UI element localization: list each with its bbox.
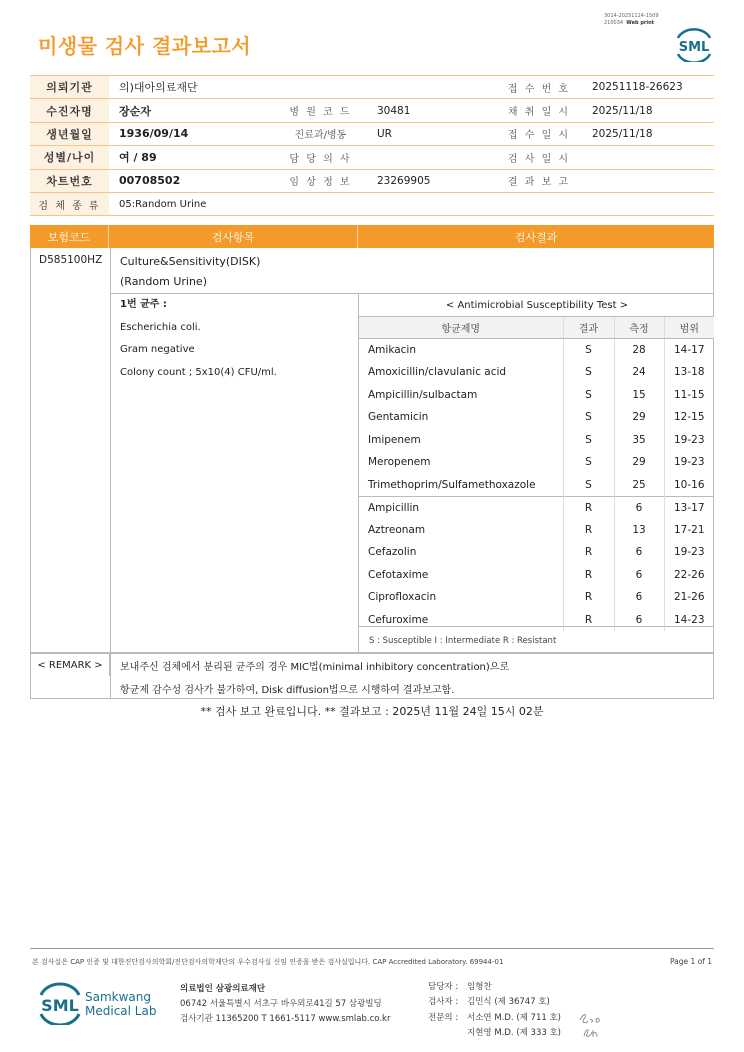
antibiotic-name: Imipenem xyxy=(368,433,421,446)
specimen-label: 검 체 종 류 xyxy=(30,192,109,215)
ast-row xyxy=(359,541,714,564)
ast-measure: 6 xyxy=(614,541,664,564)
lab-contact: 검사기관 11365200 T 1661-5117 www.smlab.co.kr xyxy=(180,1014,391,1024)
info-label: 생년월일 xyxy=(30,122,109,145)
lab-info xyxy=(180,982,390,1027)
info-label: 의뢰기관 xyxy=(30,76,109,99)
ast-measure: 28 xyxy=(614,339,664,362)
info-row xyxy=(30,146,714,169)
info-label: 성별/나이 xyxy=(30,146,109,169)
antibiotic-name: Cefazolin xyxy=(368,546,417,559)
ast-row xyxy=(359,474,714,497)
ast-range: 21-26 xyxy=(664,586,714,609)
ast-result: R xyxy=(563,564,614,587)
print-meta-code: 210034 xyxy=(604,20,624,26)
staff-name: 지현영 M.D. (제 333 호) xyxy=(467,1027,562,1038)
info-label: 결 과 보 고 xyxy=(500,169,578,192)
ast-range: 12-15 xyxy=(664,406,714,429)
organism-info xyxy=(120,294,277,384)
divider xyxy=(359,626,714,627)
ast-range: 13-17 xyxy=(664,496,714,519)
ast-result: R xyxy=(563,586,614,609)
ast-row xyxy=(359,609,714,632)
staff-name: 임형찬 xyxy=(467,982,492,992)
ast-range: 11-15 xyxy=(664,384,714,407)
ast-measure: 6 xyxy=(614,609,664,632)
specimen-value: 05:Random Urine xyxy=(109,192,714,215)
print-meta-web: Web print xyxy=(626,20,655,26)
staff-role: 전문의 : xyxy=(428,1012,459,1023)
page-title: 미생물 검사 결과보고서 xyxy=(38,34,252,58)
info-value: 00708502 xyxy=(109,169,282,192)
staff-role xyxy=(428,1026,467,1041)
ast-result: R xyxy=(563,496,614,519)
staff-role: 담당자 : xyxy=(428,982,459,992)
info-label xyxy=(282,76,359,99)
antibiotic-name: Ciprofloxacin xyxy=(368,591,437,604)
signature xyxy=(576,1010,610,1040)
sml-logo-text: SML xyxy=(41,996,79,1015)
organism-line: Colony count ; 5x10(4) CFU/ml. xyxy=(120,366,277,378)
antibiotic-name: Amikacin xyxy=(368,344,417,356)
test-name-line2: (Random Urine) xyxy=(120,275,207,288)
ast-title: < Antimicrobial Susceptibility Test > xyxy=(445,299,629,311)
info-value: 장순자 xyxy=(109,99,282,122)
remark-label: < REMARK > xyxy=(31,654,110,676)
ast-measure: 35 xyxy=(614,429,664,452)
info-value xyxy=(578,146,714,169)
ast-measure: 25 xyxy=(614,474,664,497)
ast-header-antibiotic: 항균제명 xyxy=(359,317,563,339)
ast-range: 19-23 xyxy=(664,451,714,474)
divider xyxy=(110,654,111,698)
col-insurance-code: 보험코드 xyxy=(30,225,109,248)
antibiotic-name: Trimethoprim/Sulfamethoxazole xyxy=(368,478,536,491)
ast-row xyxy=(359,586,714,609)
antibiotic-name: Aztreonam xyxy=(368,523,426,536)
info-label: 접 수 일 시 xyxy=(500,122,578,145)
info-value: 23269905 xyxy=(359,169,500,192)
organism-line: Escherichia coli. xyxy=(120,321,201,333)
ast-measure: 29 xyxy=(614,451,664,474)
sml-logo xyxy=(674,26,714,62)
divider xyxy=(110,248,111,653)
ast-row xyxy=(359,496,714,519)
remark-box xyxy=(30,653,714,699)
col-test-result: 검사결과 xyxy=(514,230,558,244)
print-meta-id: 3014-20251124-1509 xyxy=(604,13,659,19)
insurance-code: D585100HZ xyxy=(39,254,103,266)
info-label: 수진자명 xyxy=(30,99,109,122)
remark-line: 보내주신 검체에서 분리된 균주의 경우 MIC법(minimal inhibitory concentration)으로 xyxy=(120,662,510,673)
info-value: 의)대아의료재단 xyxy=(109,76,282,99)
info-label: 검 사 일 시 xyxy=(500,146,578,169)
info-value xyxy=(359,146,500,169)
lab-name: 의료법인 삼광의료재단 xyxy=(180,984,266,994)
info-value: 2025/11/18 xyxy=(578,122,714,145)
results-header xyxy=(30,225,714,248)
brand-line: Samkwang xyxy=(85,990,151,1004)
ast-header-result: 결과 xyxy=(563,317,614,339)
ast-result: S xyxy=(563,361,614,384)
staff-name: 서소연 M.D. (제 711 호) xyxy=(467,1012,562,1023)
info-value: 여 / 89 xyxy=(109,146,282,169)
brand-name xyxy=(85,990,156,1018)
results-body xyxy=(30,248,714,653)
info-row xyxy=(30,99,714,122)
ast-result: S xyxy=(563,474,614,497)
ast-result: S xyxy=(563,451,614,474)
ast-legend: S : Susceptible I : Intermediate R : Resistant xyxy=(369,636,557,646)
remark-line: 항균제 감수성 검사가 불가하여, Disk diffusion법으로 시행하여 결과보고함. xyxy=(120,685,455,696)
ast-range: 17-21 xyxy=(664,519,714,542)
info-value: 30481 xyxy=(359,99,500,122)
ast-result: R xyxy=(563,519,614,542)
staff-row xyxy=(428,980,561,995)
test-name-line1: Culture&Sensitivity(DISK) xyxy=(120,255,261,268)
ast-range: 13-18 xyxy=(664,361,714,384)
sml-logo xyxy=(36,980,84,1025)
ast-range: 10-16 xyxy=(664,474,714,497)
ast-header-range: 범위 xyxy=(664,317,714,339)
info-value: 2025/11/18 xyxy=(578,99,714,122)
ast-range: 14-23 xyxy=(664,609,714,632)
ast-measure: 24 xyxy=(614,361,664,384)
antibiotic-name: Cefotaxime xyxy=(368,568,429,581)
info-value: UR xyxy=(359,122,500,145)
staff-list xyxy=(428,980,561,1041)
ast-measure: 6 xyxy=(614,564,664,587)
info-label: 진료과/병동 xyxy=(282,122,359,145)
footer-divider xyxy=(30,948,714,949)
antibiotic-name: Cefuroxime xyxy=(368,613,429,626)
staff-role: 검사자 : xyxy=(428,997,459,1008)
antibiotic-name: Amoxicillin/clavulanic acid xyxy=(368,366,507,379)
antibiotic-name: Ampicillin/sulbactam xyxy=(368,388,478,401)
ast-row xyxy=(359,429,714,452)
info-value: 20251118-26623 xyxy=(578,76,714,99)
ast-row xyxy=(359,406,714,429)
brand-line: Medical Lab xyxy=(85,1004,157,1018)
staff-name: 김민식 (제 36747 호) xyxy=(467,997,550,1008)
ast-range: 19-23 xyxy=(664,429,714,452)
info-value xyxy=(359,76,500,99)
ast-header-measure: 측정 xyxy=(614,317,664,339)
ast-measure: 13 xyxy=(614,519,664,542)
col-test-item: 검사항목 xyxy=(109,225,358,248)
ast-row xyxy=(359,451,714,474)
antibiotic-name: Meropenem xyxy=(368,456,431,469)
ast-result: R xyxy=(563,609,614,632)
ast-measure: 6 xyxy=(614,496,664,519)
ast-row xyxy=(359,519,714,542)
info-row xyxy=(30,76,714,99)
lab-address: 06742 서울특별시 서초구 바우뫼로41길 57 삼광빌딩 xyxy=(180,999,382,1009)
ast-result: S xyxy=(563,384,614,407)
staff-row xyxy=(428,1011,561,1026)
accreditation-note: 본 검사실은 CAP 인증 및 대한진단검사의학회/진단검사의학재단의 우수검사실 신임 인증을 받은 검사실입니다. CAP Accredited Laboratory. 69944-01 xyxy=(32,958,504,966)
info-label: 담 당 의 사 xyxy=(282,146,359,169)
ast-row xyxy=(359,384,714,407)
info-value: 1936/09/14 xyxy=(109,122,282,145)
info-label: 임 상 정 보 xyxy=(282,169,359,192)
organism-line: 1번 균주 : xyxy=(120,299,167,310)
test-name xyxy=(120,252,260,292)
ast-measure: 29 xyxy=(614,406,664,429)
ast-row xyxy=(359,361,714,384)
ast-result: S xyxy=(563,429,614,452)
ast-range: 22-26 xyxy=(664,564,714,587)
info-row xyxy=(30,169,714,192)
antibiotic-name: Gentamicin xyxy=(368,411,429,424)
print-meta xyxy=(604,13,659,27)
ast-row xyxy=(359,564,714,587)
completion-notice: ** 검사 보고 완료입니다. ** 결과보고 : 2025년 11월 24일 15시 02분 xyxy=(200,705,544,718)
patient-info-table xyxy=(30,75,714,216)
info-label: 채 취 일 시 xyxy=(500,99,578,122)
sml-logo-text: SML xyxy=(678,40,710,55)
info-row-specimen xyxy=(30,192,714,215)
ast-measure: 15 xyxy=(614,384,664,407)
ast-result: S xyxy=(563,339,614,362)
ast-range: 14-17 xyxy=(664,339,714,362)
staff-row xyxy=(428,1026,561,1041)
ast-result: S xyxy=(563,406,614,429)
info-label: 차트번호 xyxy=(30,169,109,192)
info-value xyxy=(578,169,714,192)
page-number: Page 1 of 1 xyxy=(670,957,713,966)
ast-range: 19-23 xyxy=(664,541,714,564)
ast-table xyxy=(359,316,714,631)
info-label: 접 수 번 호 xyxy=(500,76,578,99)
ast-result: R xyxy=(563,541,614,564)
antibiotic-name: Ampicillin xyxy=(359,496,563,519)
ast-measure: 6 xyxy=(614,586,664,609)
organism-line: Gram negative xyxy=(120,344,195,355)
staff-row xyxy=(428,995,561,1010)
info-row xyxy=(30,122,714,145)
ast-row xyxy=(359,339,714,362)
info-label: 병 원 코 드 xyxy=(282,99,359,122)
